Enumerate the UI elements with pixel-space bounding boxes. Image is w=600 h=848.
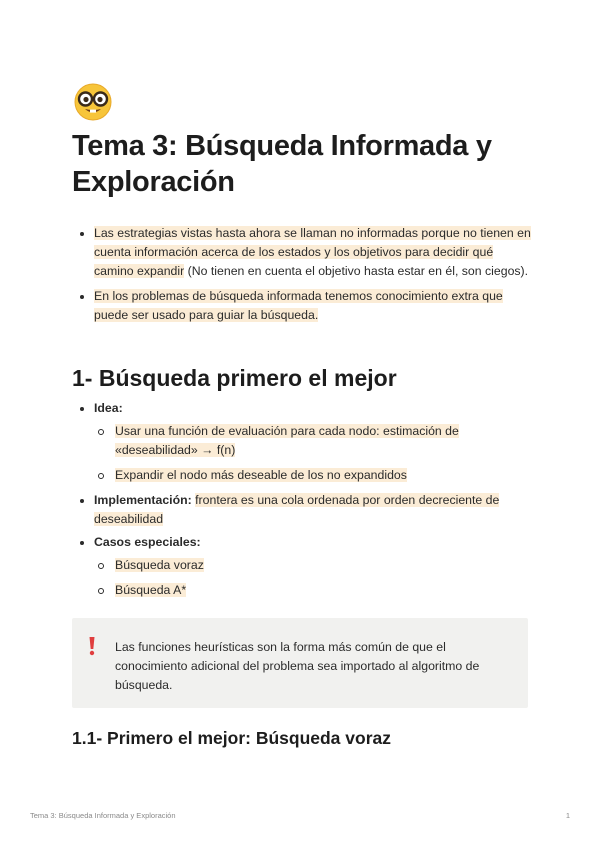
special-cases-sublist xyxy=(94,556,532,600)
highlighted-text: frontera es una cola ordenada por orden decreciente de deseabilidad xyxy=(94,493,500,526)
callout-text: Las funciones heurísticas son la forma más común de que el conocimiento adicional del problema sea importado al algoritmo de búsqueda. xyxy=(115,640,480,692)
bullet-icon xyxy=(80,407,84,411)
special-cases-label: Casos especiales: xyxy=(94,535,201,549)
highlighted-text: Búsqueda voraz xyxy=(115,558,204,572)
highlighted-text: Usar una función de evaluación para cada nodo: estimación de «deseabilidad» → f(n) xyxy=(115,424,459,457)
bullet-icon xyxy=(80,295,84,299)
implementation-label: Implementación: xyxy=(94,493,192,507)
list-item-idea xyxy=(72,399,532,485)
circle-bullet-icon xyxy=(98,563,104,569)
highlighted-text: Expandir el nodo más deseable de los no expandidos xyxy=(115,468,407,482)
bullet-icon xyxy=(80,541,84,545)
list-item-text xyxy=(94,287,532,325)
exclamation-icon xyxy=(86,636,98,656)
callout-box xyxy=(72,618,528,708)
highlighted-text: Búsqueda A* xyxy=(115,583,187,597)
section1-list xyxy=(72,399,532,606)
sublist-item xyxy=(94,466,532,485)
page-number: 1 xyxy=(565,811,570,820)
page-title: Tema 3: Búsqueda Informada y Exploración xyxy=(72,130,492,198)
bullet-icon xyxy=(80,232,84,236)
intro-list xyxy=(72,224,532,331)
list-item xyxy=(72,287,532,325)
section-heading: 1- Búsqueda primero el mejor xyxy=(72,365,397,391)
circle-bullet-icon xyxy=(98,473,104,479)
subsection-heading: 1.1- Primero el mejor: Búsqueda voraz xyxy=(72,728,391,748)
plain-text: (No tienen en cuenta el objetivo hasta estar en él, son ciegos). xyxy=(184,264,529,278)
sublist-item xyxy=(94,422,532,460)
highlighted-text: Las estrategias vistas hasta ahora se llaman no informadas porque no tienen en cuenta información acerca de los estados y los objetivos para decidir qué camino expandir xyxy=(94,226,531,278)
bullet-icon xyxy=(80,499,84,503)
circle-bullet-icon xyxy=(98,429,104,435)
idea-label: Idea: xyxy=(94,401,123,415)
idea-sublist xyxy=(94,422,532,485)
sublist-item xyxy=(94,581,532,600)
highlighted-text: En los problemas de búsqueda informada tenemos conocimiento extra que puede ser usado para guiar la búsqueda. xyxy=(94,289,503,322)
circle-bullet-icon xyxy=(98,588,104,594)
list-item-special-cases xyxy=(72,533,532,600)
sublist-item xyxy=(94,556,532,575)
list-item xyxy=(72,224,532,281)
list-item-implementation xyxy=(72,491,532,529)
footer-title: Tema 3: Búsqueda Informada y Exploración xyxy=(30,811,176,820)
nerd-face-icon xyxy=(72,80,114,122)
list-item-text xyxy=(94,224,532,281)
